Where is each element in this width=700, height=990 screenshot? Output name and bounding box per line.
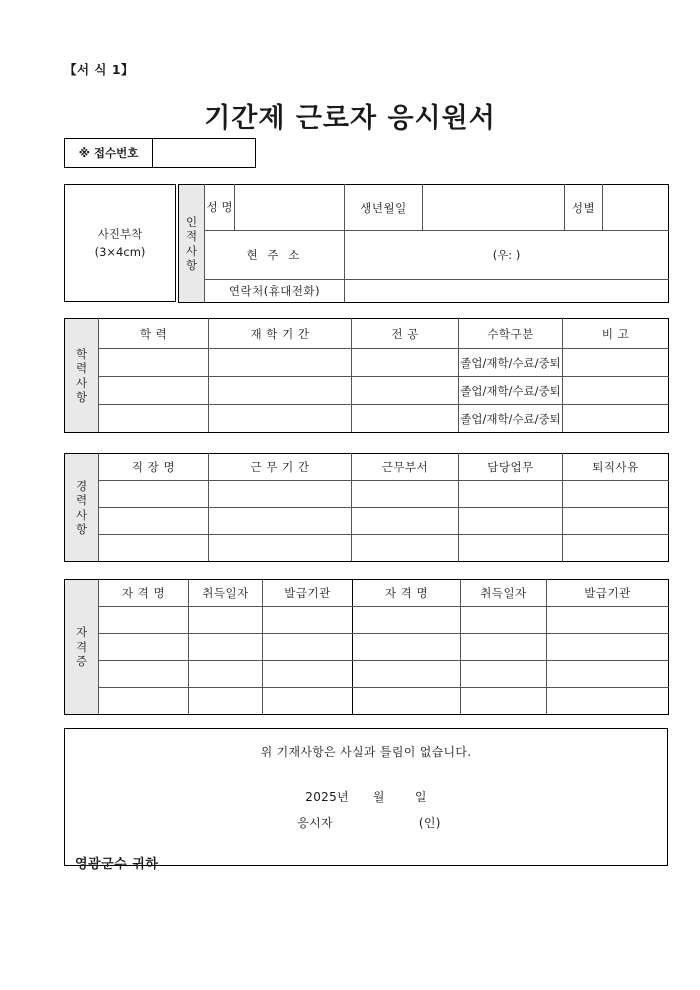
receipt-number-box bbox=[64, 138, 256, 168]
certificate-cell-date-2[interactable] bbox=[461, 634, 547, 661]
gender-input[interactable] bbox=[603, 185, 669, 231]
date-year: 2025년 bbox=[305, 790, 349, 804]
certificate-header-name-1: 자 격 명 bbox=[99, 580, 189, 607]
career-cell-reason[interactable] bbox=[563, 535, 669, 562]
career-header-company: 직 장 명 bbox=[99, 454, 209, 481]
education-cell-period[interactable] bbox=[209, 377, 352, 405]
career-section-label-char-1: 력 bbox=[75, 493, 88, 508]
education-section-label bbox=[65, 319, 99, 433]
career-cell-company[interactable] bbox=[99, 508, 209, 535]
career-cell-period[interactable] bbox=[209, 481, 352, 508]
career-section-label-char-0: 경 bbox=[75, 478, 88, 493]
certificate-header-date-2: 취득일자 bbox=[461, 580, 547, 607]
career-cell-duty[interactable] bbox=[459, 481, 563, 508]
certificate-cell-issuer-1[interactable] bbox=[263, 688, 353, 715]
certificate-header-issuer-2: 발급기관 bbox=[547, 580, 669, 607]
education-header-major: 전 공 bbox=[352, 319, 459, 349]
receipt-number-label: ※ 접수번호 bbox=[65, 139, 153, 167]
contact-input[interactable] bbox=[345, 280, 669, 303]
education-cell-major[interactable] bbox=[352, 377, 459, 405]
personal-section-label-char-3: 항 bbox=[185, 257, 198, 272]
certificate-cell-name-1[interactable] bbox=[99, 634, 189, 661]
table-row bbox=[65, 508, 669, 535]
receipt-number-input[interactable] bbox=[153, 139, 255, 167]
birth-label: 생년월일 bbox=[345, 185, 423, 231]
personal-section-label-char-1: 적 bbox=[185, 229, 198, 244]
career-cell-period[interactable] bbox=[209, 508, 352, 535]
personal-section-label-char-2: 사 bbox=[185, 243, 198, 258]
date-month[interactable]: 월 bbox=[372, 790, 385, 804]
applicant-line bbox=[65, 814, 667, 831]
table-row bbox=[65, 688, 669, 715]
certificate-cell-issuer-2[interactable] bbox=[547, 607, 669, 634]
certificate-cell-issuer-2[interactable] bbox=[547, 634, 669, 661]
form-number-tag: 【서 식 1】 bbox=[64, 62, 135, 77]
career-cell-company[interactable] bbox=[99, 481, 209, 508]
education-cell-note[interactable] bbox=[563, 405, 669, 433]
page-title: 기간제 근로자 응시원서 bbox=[204, 103, 496, 134]
table-row bbox=[65, 405, 669, 433]
education-cell-major[interactable] bbox=[352, 405, 459, 433]
certificate-cell-date-2[interactable] bbox=[461, 688, 547, 715]
recipient-label: 영광군수 귀하 bbox=[75, 857, 159, 872]
education-cell-status[interactable]: 졸업/재학/수료/중퇴 bbox=[459, 349, 563, 377]
education-cell-period[interactable] bbox=[209, 349, 352, 377]
table-row bbox=[65, 607, 669, 634]
table-row bbox=[65, 661, 669, 688]
education-cell-major[interactable] bbox=[352, 349, 459, 377]
education-header-note: 비 고 bbox=[563, 319, 669, 349]
photo-attach-box[interactable] bbox=[64, 184, 176, 302]
certificate-cell-date-1[interactable] bbox=[189, 607, 263, 634]
certificate-header-issuer-1: 발급기관 bbox=[263, 580, 353, 607]
certificate-cell-name-1[interactable] bbox=[99, 688, 189, 715]
contact-label: 연락처(휴대전화) bbox=[205, 280, 345, 303]
certificate-section-label bbox=[65, 580, 99, 715]
certificate-cell-name-1[interactable] bbox=[99, 607, 189, 634]
career-cell-department[interactable] bbox=[352, 508, 459, 535]
address-input[interactable]: (우: ) bbox=[345, 231, 669, 280]
birth-input[interactable] bbox=[423, 185, 565, 231]
education-cell-school[interactable] bbox=[99, 377, 209, 405]
certificate-cell-date-2[interactable] bbox=[461, 607, 547, 634]
education-cell-note[interactable] bbox=[563, 349, 669, 377]
certificate-cell-date-1[interactable] bbox=[189, 661, 263, 688]
education-section-label-char-1: 력 bbox=[75, 361, 88, 376]
certificate-section-label-char-2: 증 bbox=[75, 654, 88, 669]
career-section-label bbox=[65, 454, 99, 562]
certificate-cell-date-2[interactable] bbox=[461, 661, 547, 688]
certificate-header-date-1: 취득일자 bbox=[189, 580, 263, 607]
education-header-status: 수학구분 bbox=[459, 319, 563, 349]
career-cell-company[interactable] bbox=[99, 535, 209, 562]
career-cell-department[interactable] bbox=[352, 481, 459, 508]
certificate-cell-issuer-1[interactable] bbox=[263, 607, 353, 634]
career-cell-duty[interactable] bbox=[459, 535, 563, 562]
career-cell-duty[interactable] bbox=[459, 508, 563, 535]
certificate-cell-date-1[interactable] bbox=[189, 634, 263, 661]
certificate-section-label-char-1: 격 bbox=[75, 639, 88, 654]
name-label-char-1: 명 bbox=[221, 200, 233, 215]
personal-section-label bbox=[179, 185, 205, 303]
date-line bbox=[65, 788, 667, 805]
career-cell-department[interactable] bbox=[352, 535, 459, 562]
career-section-label-char-3: 항 bbox=[75, 521, 88, 536]
table-row bbox=[65, 634, 669, 661]
photo-attach-label: 사진부착 bbox=[97, 226, 143, 241]
photo-size-label: (3×4cm) bbox=[94, 245, 146, 259]
career-section-label-char-2: 사 bbox=[75, 507, 88, 522]
address-label: 현 주 소 bbox=[205, 231, 345, 280]
certificate-cell-issuer-2[interactable] bbox=[547, 688, 669, 715]
career-cell-period[interactable] bbox=[209, 535, 352, 562]
personal-section-label-char-0: 인 bbox=[185, 214, 198, 229]
certificate-table bbox=[64, 579, 669, 715]
career-table bbox=[64, 453, 669, 562]
education-cell-status[interactable]: 졸업/재학/수료/중퇴 bbox=[459, 405, 563, 433]
certificate-section-label-char-0: 자 bbox=[75, 625, 88, 640]
education-header-school: 학 력 bbox=[99, 319, 209, 349]
certificate-cell-date-1[interactable] bbox=[189, 688, 263, 715]
career-header-reason: 퇴직사유 bbox=[563, 454, 669, 481]
table-row bbox=[65, 377, 669, 405]
personal-info-table bbox=[178, 184, 669, 303]
career-cell-reason[interactable] bbox=[563, 508, 669, 535]
education-cell-period[interactable] bbox=[209, 405, 352, 433]
certificate-header-name-2: 자 격 명 bbox=[353, 580, 461, 607]
education-table bbox=[64, 318, 669, 433]
education-section-label-char-0: 학 bbox=[75, 346, 88, 361]
seal-label[interactable]: (인) bbox=[418, 816, 441, 830]
education-section-label-char-3: 항 bbox=[75, 389, 88, 404]
table-row bbox=[65, 535, 669, 562]
declaration-box bbox=[64, 728, 668, 872]
certificate-cell-name-2[interactable] bbox=[353, 634, 461, 661]
certificate-cell-name-1[interactable] bbox=[99, 661, 189, 688]
education-cell-note[interactable] bbox=[563, 377, 669, 405]
certificate-cell-issuer-1[interactable] bbox=[263, 634, 353, 661]
career-header-department: 근무부서 bbox=[352, 454, 459, 481]
table-row bbox=[65, 481, 669, 508]
table-row bbox=[65, 349, 669, 377]
education-section-label-char-2: 사 bbox=[75, 375, 88, 390]
declaration-text: 위 기재사항은 사실과 틀림이 없습니다. bbox=[260, 745, 472, 759]
certificate-cell-name-2[interactable] bbox=[353, 661, 461, 688]
date-day[interactable]: 일 bbox=[414, 790, 427, 804]
education-cell-school[interactable] bbox=[99, 405, 209, 433]
education-cell-school[interactable] bbox=[99, 349, 209, 377]
career-cell-reason[interactable] bbox=[563, 481, 669, 508]
career-header-duty: 담당업무 bbox=[459, 454, 563, 481]
education-cell-status[interactable]: 졸업/재학/수료/중퇴 bbox=[459, 377, 563, 405]
certificate-cell-issuer-1[interactable] bbox=[263, 661, 353, 688]
gender-label: 성별 bbox=[565, 185, 603, 231]
certificate-cell-name-2[interactable] bbox=[353, 688, 461, 715]
career-header-period: 근 무 기 간 bbox=[209, 454, 352, 481]
education-header-period: 재 학 기 간 bbox=[209, 319, 352, 349]
certificate-cell-issuer-2[interactable] bbox=[547, 661, 669, 688]
name-label-char-0: 성 bbox=[206, 200, 218, 215]
name-label bbox=[205, 185, 235, 231]
name-input[interactable] bbox=[235, 185, 345, 231]
applicant-label: 응시자 bbox=[297, 816, 333, 830]
certificate-cell-name-2[interactable] bbox=[353, 607, 461, 634]
